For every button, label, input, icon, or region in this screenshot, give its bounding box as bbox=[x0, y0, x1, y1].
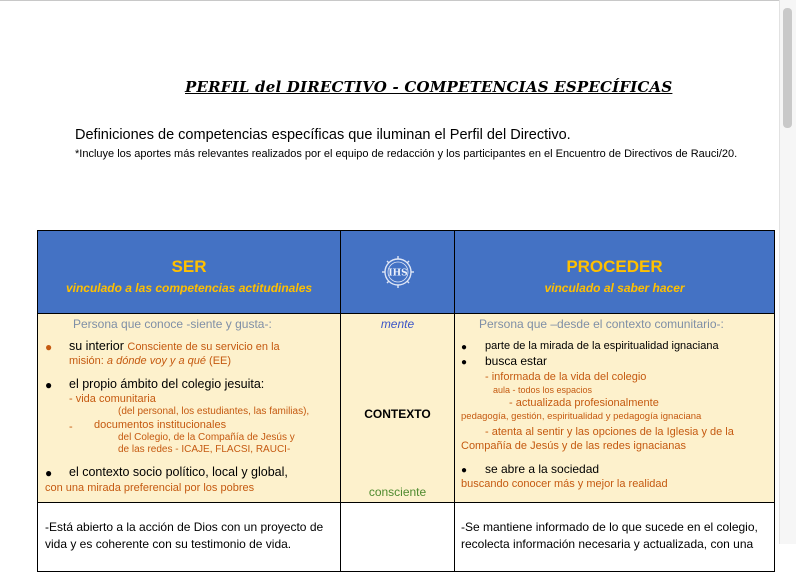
ser-b3-sub: con una mirada preferencial por los pobres bbox=[45, 482, 255, 494]
proceder-definition-line1: -Se mantiene informado de lo que sucede en el colegio, bbox=[461, 520, 758, 534]
proceder-lead: Persona que –desde el contexto comunitario-: bbox=[479, 317, 724, 331]
proceder-definition-cell bbox=[454, 502, 775, 572]
ser-b1-italic: a dónde voy y a qué bbox=[106, 355, 206, 367]
header-proceder-cell bbox=[454, 230, 775, 314]
ser-cell bbox=[37, 313, 341, 503]
header-ser-title: SER bbox=[171, 257, 207, 276]
ser-b1-text: Consciente de su servicio en la bbox=[127, 341, 280, 353]
header-emblem-cell bbox=[340, 230, 455, 314]
proceder-b2-s2: - actualizada profesionalmente bbox=[509, 397, 659, 409]
ihs-emblem-icon bbox=[381, 255, 415, 289]
ser-b1-mision: misión: bbox=[69, 355, 104, 367]
competencias-table bbox=[37, 230, 775, 560]
proceder-definition-line2: recolecta información necesaria y actualizada, con una bbox=[461, 537, 754, 551]
bullet-icon: ● bbox=[461, 357, 468, 368]
ser-b1-label: su interior bbox=[69, 339, 124, 353]
middle-mente: mente bbox=[380, 317, 415, 331]
intro-text: Definiciones de competencias específicas que iluminan el Perfil del Directivo. bbox=[75, 127, 571, 143]
proceder-b2-s3-line1: - atenta al sentir y las opciones de la Iglesia y de la bbox=[485, 426, 734, 438]
proceder-b2-s1: - informada de la vida del colegio bbox=[485, 371, 647, 383]
proceder-b2-s1-detail: aula - todos los espacios bbox=[493, 385, 593, 395]
proceder-b3: se abre a la sociedad bbox=[485, 462, 600, 476]
proceder-b1: parte de la mirada de la espiritualidad ignaciana bbox=[485, 340, 719, 352]
bullet-icon: ● bbox=[45, 466, 53, 480]
ihs-emblem-text: IHS bbox=[387, 268, 408, 279]
proceder-b2-s3-line2: Compañía de Jesús y de las redes ignacianas bbox=[461, 440, 687, 452]
ser-b2-label: el propio ámbito del colegio jesuita: bbox=[69, 377, 265, 391]
scrollbar-thumb[interactable] bbox=[783, 8, 792, 128]
header-proceder-title: PROCEDER bbox=[566, 257, 663, 276]
ser-definition-line1: -Está abierto a la acción de Dios con un proyecto de bbox=[45, 520, 324, 534]
ser-b2-sub2: documentos institucionales bbox=[94, 419, 227, 431]
document-title: PERFIL del DIRECTIVO - COMPETENCIAS ESPECÍFICAS bbox=[185, 78, 673, 96]
proceder-b2: busca estar bbox=[485, 354, 548, 368]
header-proceder-subtitle: vinculado al saber hacer bbox=[544, 281, 685, 295]
ser-b1-ee: (EE) bbox=[205, 355, 232, 367]
middle-definition-cell bbox=[340, 502, 455, 572]
bullet-icon: ● bbox=[45, 340, 53, 354]
proceder-b2-s2-detail: pedagogía, gestión, espiritualidad y pedagogía ignaciana bbox=[461, 411, 702, 422]
ser-b2-sub2-detail2: de las redes - ICAJE, FLACSI, RAUCI- bbox=[118, 444, 291, 455]
ser-bullet-1-line2 bbox=[69, 355, 231, 367]
ser-b2-sub2-dash: - bbox=[69, 421, 73, 433]
intro-note: *Incluye los aportes más relevantes realizados por el equipo de redacción y los participantes en el Encuentro de Directivos de Rauci/20. bbox=[75, 148, 738, 160]
bullet-icon: ● bbox=[461, 465, 468, 476]
ser-b2-sub2-detail1: del Colegio, de la Compañía de Jesús y bbox=[118, 432, 295, 443]
ser-b3-label: el contexto socio político, local y global, bbox=[69, 465, 288, 479]
header-ser-cell bbox=[37, 230, 341, 314]
header-ser-subtitle: vinculado a las competencias actitudinales bbox=[65, 281, 313, 295]
contexto-cell bbox=[340, 313, 455, 503]
proceder-b3-sub: buscando conocer más y mejor la realidad bbox=[461, 478, 668, 490]
ser-b2-sub1: - vida comunitaria bbox=[69, 393, 156, 405]
bullet-icon: ● bbox=[461, 342, 468, 353]
bullet-icon: ● bbox=[45, 378, 53, 392]
ser-lead: Persona que conoce -siente y gusta-: bbox=[73, 317, 272, 331]
ser-definition-line2: vida y es coherente con su testimonio de vida. bbox=[45, 537, 292, 551]
middle-contexto: CONTEXTO bbox=[364, 407, 431, 421]
middle-consciente: consciente bbox=[368, 485, 427, 499]
ser-b2-sub1-detail: (del personal, los estudiantes, las familias), bbox=[118, 406, 310, 417]
page-top-border bbox=[0, 0, 780, 1]
ser-bullet-1 bbox=[69, 339, 280, 353]
proceder-cell bbox=[454, 313, 775, 503]
vertical-scrollbar[interactable] bbox=[779, 0, 796, 544]
ser-definition-cell bbox=[37, 502, 341, 572]
